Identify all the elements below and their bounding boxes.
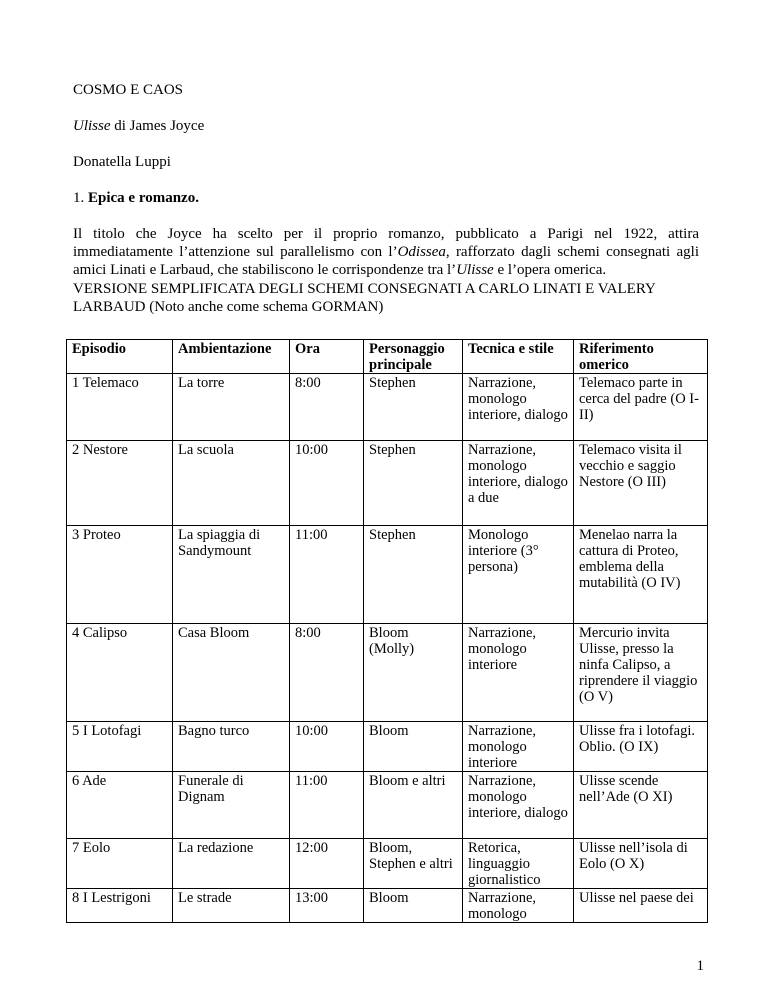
- intro-line-2-tail: , rafforzato dagli schemi consegnati agli: [445, 244, 699, 260]
- table-cell: 6 Ade: [67, 772, 173, 839]
- document-title: COSMO E CAOS: [73, 82, 184, 98]
- column-header: Ora: [290, 340, 364, 374]
- table-cell: La scuola: [173, 441, 290, 526]
- table-cell: 12:00: [290, 839, 364, 889]
- odyssey-title: Odissea: [397, 244, 446, 260]
- table-cell: Ulisse scende nell’Ade (O XI): [574, 772, 708, 839]
- document-author: Donatella Luppi: [73, 154, 171, 170]
- table-cell: Retorica, linguaggio giornalistico: [463, 839, 574, 889]
- page-number: 1: [696, 958, 704, 974]
- table-row: [67, 374, 708, 441]
- table-cell: La redazione: [173, 839, 290, 889]
- table-cell: Narrazione, monologo: [463, 889, 574, 923]
- intro-line-1: Il titolo che Joyce ha scelto per il proprio romanzo, pubblicato a Parigi nel 1922, attira: [73, 226, 699, 242]
- table-cell: Ulisse nel paese dei: [574, 889, 708, 923]
- table-row: [67, 772, 708, 839]
- table-cell: Bloom, Stephen e altri: [364, 839, 463, 889]
- table-cell: 5 I Lotofagi: [67, 722, 173, 772]
- ulisse-title: Ulisse: [456, 262, 494, 278]
- table-cell: Bloom: [364, 722, 463, 772]
- intro-line-3-text: amici Linati e Larbaud, che stabiliscono le corrispondenze tra l’: [73, 262, 457, 278]
- section-number: 1.: [73, 190, 88, 206]
- table-cell: Le strade: [173, 889, 290, 923]
- table-cell: 11:00: [290, 772, 364, 839]
- table-cell: Stephen: [364, 526, 463, 624]
- column-header: Tecnica e stile: [463, 340, 574, 374]
- table-cell: 8:00: [290, 624, 364, 722]
- table-cell: Casa Bloom: [173, 624, 290, 722]
- table-cell: 7 Eolo: [67, 839, 173, 889]
- intro-line-2: [73, 243, 699, 261]
- table-cell: 8:00: [290, 374, 364, 441]
- table-header-row: [67, 340, 708, 374]
- column-header: Personaggio principale: [364, 340, 463, 374]
- work-author-phrase: di James Joyce: [110, 118, 205, 134]
- table-cell: Funerale di Dignam: [173, 772, 290, 839]
- schema-heading-line-2: LARBAUD (Noto anche come schema GORMAN): [73, 299, 384, 315]
- table-row: [67, 889, 708, 923]
- table-cell: La spiaggia di Sandymount: [173, 526, 290, 624]
- schema-heading: [73, 280, 713, 316]
- work-title: Ulisse: [73, 118, 111, 134]
- table-cell: 8 I Lestrigoni: [67, 889, 173, 923]
- table-cell: Bagno turco: [173, 722, 290, 772]
- intro-paragraph: [73, 225, 699, 279]
- intro-line-3: [73, 261, 699, 279]
- table-cell: La torre: [173, 374, 290, 441]
- table-cell: Menelao narra la cattura di Proteo, emblema della mutabilità (O IV): [574, 526, 708, 624]
- table-cell: 3 Proteo: [67, 526, 173, 624]
- table-cell: Mercurio invita Ulisse, presso la ninfa Calipso, a riprendere il viaggio (O V): [574, 624, 708, 722]
- table-cell: 4 Calipso: [67, 624, 173, 722]
- table-cell: Bloom (Molly): [364, 624, 463, 722]
- table-cell: 1 Telemaco: [67, 374, 173, 441]
- table-cell: 13:00: [290, 889, 364, 923]
- table-row: [67, 624, 708, 722]
- table-cell: Bloom: [364, 889, 463, 923]
- table-cell: 2 Nestore: [67, 441, 173, 526]
- table-row: [67, 441, 708, 526]
- section-title: Epica e romanzo.: [88, 190, 199, 206]
- column-header: Ambientazione: [173, 340, 290, 374]
- table-cell: Ulisse nell’isola di Eolo (O X): [574, 839, 708, 889]
- table-cell: Telemaco parte in cerca del padre (O I-II): [574, 374, 708, 441]
- table-cell: Narrazione, monologo interiore: [463, 722, 574, 772]
- table-cell: Ulisse fra i lotofagi. Oblio. (O IX): [574, 722, 708, 772]
- schema-table: [66, 339, 708, 923]
- table-cell: 10:00: [290, 722, 364, 772]
- column-header: Riferimento omerico: [574, 340, 708, 374]
- table-row: [67, 526, 708, 624]
- table-cell: Narrazione, monologo interiore: [463, 624, 574, 722]
- table-cell: Bloom e altri: [364, 772, 463, 839]
- schema-heading-line-1: VERSIONE SEMPLIFICATA DEGLI SCHEMI CONSEGNATI A CARLO LINATI E VALERY: [73, 281, 656, 297]
- table-cell: Telemaco visita il vecchio e saggio Nestore (O III): [574, 441, 708, 526]
- intro-line-3-tail: e l’opera omerica.: [493, 262, 607, 278]
- table-cell: Stephen: [364, 441, 463, 526]
- table-row: [67, 839, 708, 889]
- section-heading: [73, 189, 199, 207]
- table-cell: Monologo interiore (3° persona): [463, 526, 574, 624]
- table-cell: Stephen: [364, 374, 463, 441]
- table-cell: Narrazione, monologo interiore, dialogo: [463, 374, 574, 441]
- table-cell: 11:00: [290, 526, 364, 624]
- table-cell: 10:00: [290, 441, 364, 526]
- document-subtitle: [73, 117, 204, 135]
- table-cell: Narrazione, monologo interiore, dialogo a due: [463, 441, 574, 526]
- column-header: Episodio: [67, 340, 173, 374]
- intro-line-2-text: immediatamente l’attenzione sul parallelismo con l’: [73, 244, 398, 260]
- table-cell: Narrazione, monologo interiore, dialogo: [463, 772, 574, 839]
- table-row: [67, 722, 708, 772]
